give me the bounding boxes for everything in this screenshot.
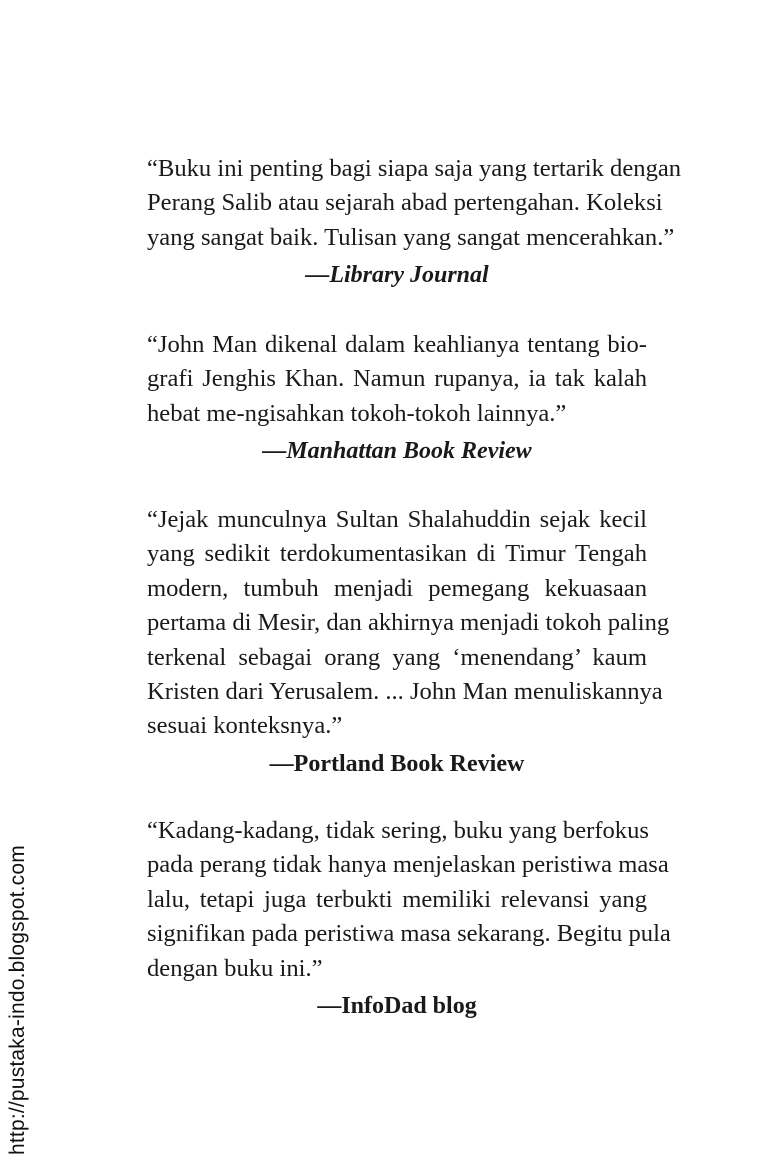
quote-line: pada perang tidak hanya menjelaskan peristiwa masa (147, 851, 669, 879)
review-quote (147, 152, 682, 255)
review-source: —Manhattan Book Review (262, 438, 532, 465)
quote-line: modern, tumbuh menjadi pemegang kekuasaan (147, 574, 647, 602)
quote-line: yang sedikit terdokumentasikan di Timur Tengah (147, 540, 647, 568)
quote-line: hebat me-ngisahkan tokoh-tokoh lainnya.” (147, 399, 567, 427)
review-quote (147, 503, 670, 744)
review-block (147, 503, 670, 779)
quote-line: lalu, tetapi juga terbukti memiliki relevansi yang (147, 885, 647, 913)
review-quote (147, 814, 671, 986)
quote-line: Perang Salib atau sejarah abad pertengahan. Koleksi (147, 189, 663, 217)
review-block (147, 814, 671, 1021)
quote-line: “Kadang-kadang, tidak sering, buku yang berfokus (147, 817, 649, 844)
quote-line: dengan buku ini.” (147, 954, 323, 982)
review-source: —Portland Book Review (269, 750, 525, 777)
quote-line: “Buku ini penting bagi siapa saja yang tertarik dengan (147, 155, 682, 182)
quote-line: yang sangat baik. Tulisan yang sangat mencerahkan.” (147, 223, 675, 251)
quote-line: “John Man dikenal dalam keahlianya tentang bio- (147, 331, 647, 358)
quote-line: terkenal sebagai orang yang ‘menendang’ kaum (147, 643, 647, 671)
review-source: —Library Journal (305, 262, 489, 289)
quote-line: Kristen dari Yerusalem. ... John Man menuliskannya (147, 678, 663, 706)
quote-line: “Jejak munculnya Sultan Shalahuddin sejak kecil (147, 506, 647, 533)
review-block (147, 328, 647, 466)
quote-line: grafi Jenghis Khan. Namun rupanya, ia tak kalah (147, 365, 647, 393)
review-block (147, 152, 682, 290)
quote-line: pertama di Mesir, dan akhirnya menjadi tokoh paling (147, 609, 670, 637)
review-source: —InfoDad blog (317, 993, 477, 1020)
quote-line: signifikan pada peristiwa masa sekarang. Begitu pula (147, 920, 671, 948)
review-quote (147, 328, 647, 431)
watermark-url: http://pustaka-indo.blogspot.com (6, 845, 29, 1155)
quote-line: sesuai konteksnya.” (147, 712, 343, 740)
